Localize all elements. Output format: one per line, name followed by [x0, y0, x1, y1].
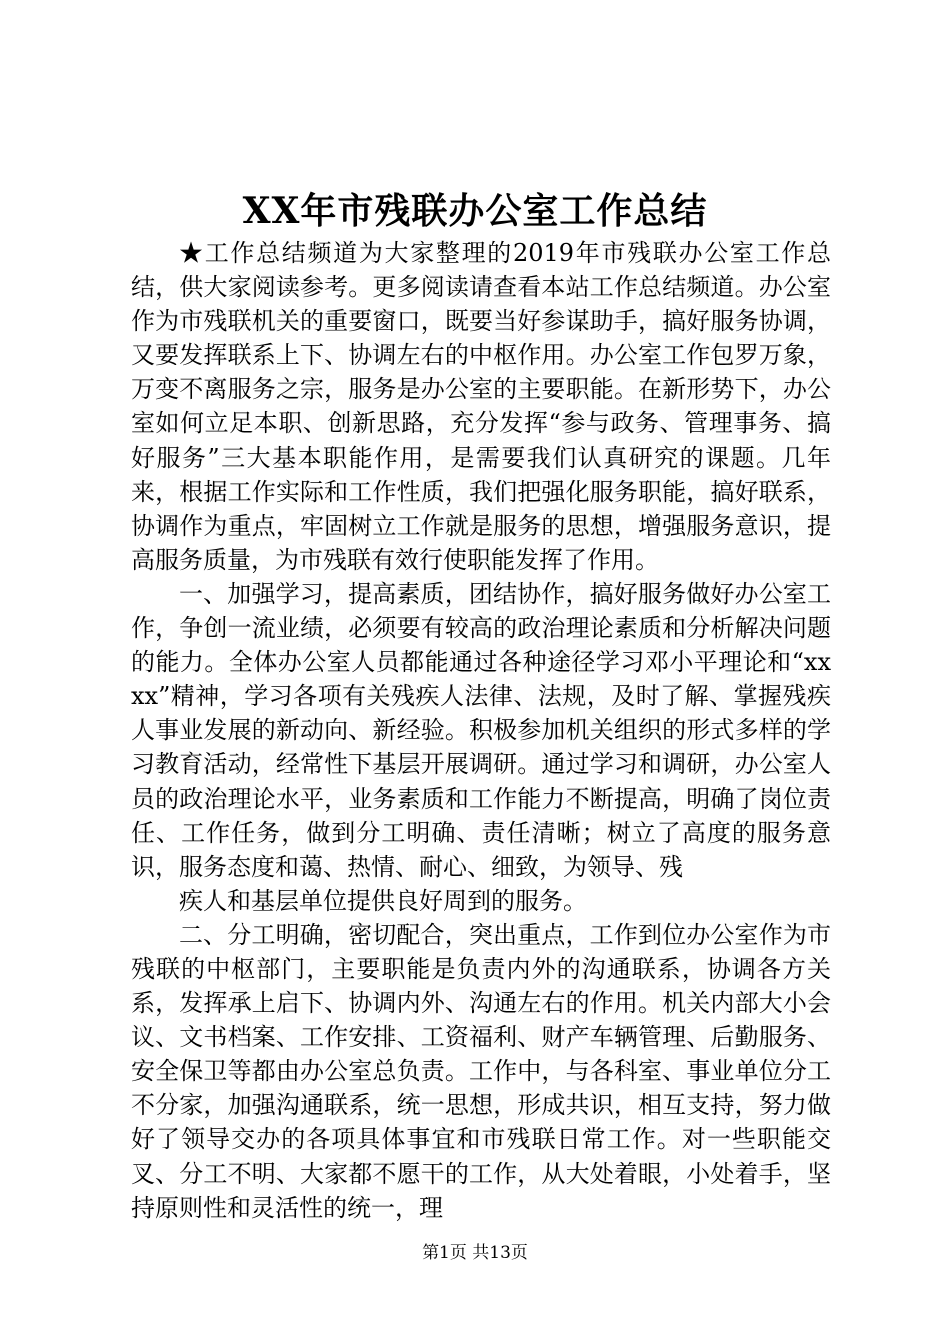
paragraph-section-2: 二、分工明确，密切配合，突出重点，工作到位办公室作为市残联的中枢部门，主要职能是负责内外的沟通联系，协调各方关系，发挥承上启下、协调内外、沟通左右的作用。机关内部大小会议、文书档案、工作安排、工资福利、财产车辆管理、后勤服务、安全保卫等都由办公室总负责。工作中，与各科室、事业单位分工不分家，加强沟通联系，统一思想，形成共识，相互支持，努力做好了领导交办的各项具体事宜和市残联日常工作。对一些职能交叉、分工不明、大家都不愿干的工作，从大处着眼，小处着手，坚持原则性和灵活性的统一，理	[131, 920, 831, 1222]
page-number-footer: 第1页 共13页	[422, 1243, 528, 1263]
paragraph-section-1: 一、加强学习，提高素质，团结协作，搞好服务做好办公室工作，争创一流业绩，必须要有较高的政治理论素质和分析解决问题的能力。全体办公室人员都能通过各种途径学习邓小平理论和“xxxx”精神，学习各项有关残疾人法律、法规，及时了解、掌握残疾人事业发展的新动向、新经验。积极参加机关组织的形式多样的学习教育活动，经常性下基层开展调研。通过学习和调研，办公室人员的政治理论水平，业务素质和工作能力不断提高，明确了岗位责任、工作任务，做到分工明确、责任清晰；树立了高度的服务意识，服务态度和蔼、热情、耐心、细致，为领导、残	[131, 579, 831, 881]
paragraph-intro: ★工作总结频道为大家整理的2019年市残联办公室工作总结，供大家阅读参考。更多阅读请查看本站工作总结频道。办公室作为市残联机关的重要窗口，既要当好参谋助手，搞好服务协调，又要发挥联系上下、协调左右的中枢作用。办公室工作包罗万象，万变不离服务之宗，服务是办公室的主要职能。在新形势下，办公室如何立足本职、创新思路，充分发挥“参与政务、管理事务、搞好服务”三大基本职能作用，是需要我们认真研究的课题。几年来，根据工作实际和工作性质，我们把强化服务职能，搞好联系，协调作为重点，牢固树立工作就是服务的思想，增强服务意识，提高服务质量，为市残联有效行使职能发挥了作用。	[131, 239, 831, 574]
paragraph-continuation: 疾人和基层单位提供良好周到的服务。	[179, 886, 587, 915]
document-body	[131, 236, 831, 1225]
document-title: XX年市残联办公室工作总结	[242, 190, 708, 232]
